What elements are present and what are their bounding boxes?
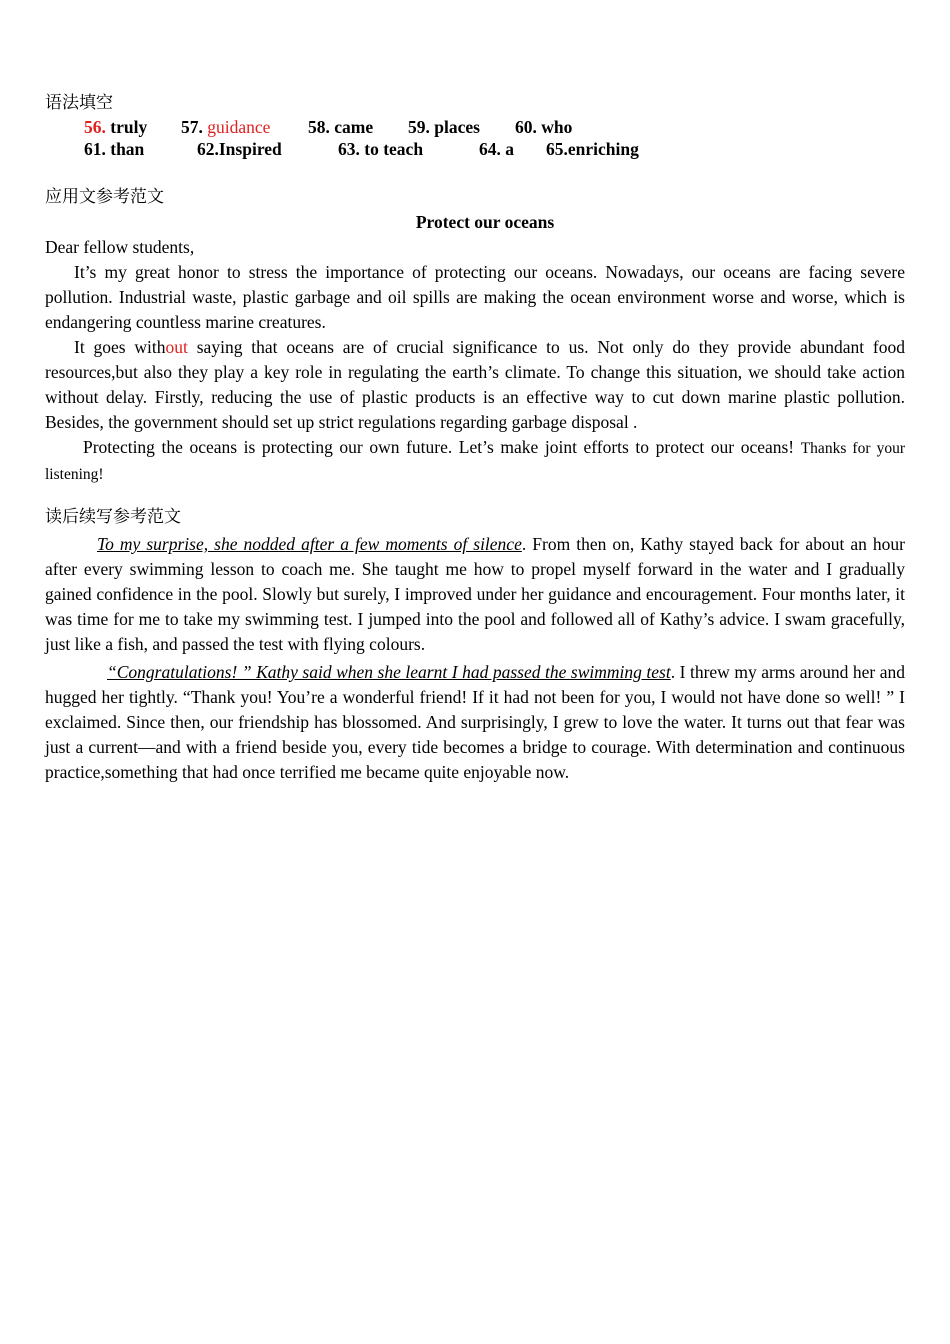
answer-word: truly	[110, 117, 148, 137]
paragraph-text: saying that oceans are of crucial significance to us. Not only do they provide abundant food resources,but also they play a key role in regulating the earth’s climate. To change this situation, we should take action without delay. Firstly, reducing the use of plastic products is an effective way to cut down marine plastic pollution. Besides, the government should set up strict regulations regarding garbage disposal .	[45, 337, 905, 432]
answer-56	[84, 116, 147, 138]
answer-59	[408, 116, 480, 138]
practical-heading: 应用文参考范文	[45, 187, 164, 207]
paragraph-text: . From then on, Kathy stayed back for about an hour after every swimming lesson to coach me. She taught me how to propel myself forward in the water and I gradually gained confidence in the pool. Slowly but surely, I improved under her guidance and encouragement. Four months later, it was time for me to take my swimming test. I jumped into the pool and followed all of Kathy’s advice. I swam gracefully, just like a fish, and passed the test with flying colours.	[45, 534, 905, 654]
answer-number: 56.	[84, 117, 106, 137]
practical-paragraph-2	[45, 335, 905, 435]
continuation-paragraph-2	[45, 660, 905, 785]
answer-number: 57.	[181, 117, 203, 137]
grammar-heading: 语法填空	[45, 93, 113, 113]
paragraph-text: Protecting the oceans is protecting our own future. Let’s make joint efforts to protect our oceans!	[83, 437, 801, 457]
answer-65: 65.enriching	[546, 139, 639, 159]
highlighted-correction: out	[165, 337, 188, 357]
salutation: Dear fellow students,	[45, 237, 195, 257]
given-opening-sentence: To my surprise, she nodded after a few moments of silence	[97, 534, 522, 554]
essay-title: Protect our oceans	[415, 212, 555, 232]
continuation-paragraph-1	[45, 532, 905, 657]
answer-62: 62.Inspired	[197, 139, 282, 159]
practical-paragraph-1: It’s my great honor to stress the importance of protecting our oceans. Nowadays, our oceans are facing severe pollution. Industrial waste, plastic garbage and oil spills are making the ocean environment worse and worse, which is endangering countless marine creatures.	[45, 262, 905, 332]
answer-58	[308, 116, 373, 138]
practical-paragraph-3	[45, 435, 905, 487]
answer-60	[515, 116, 572, 138]
answer-word: came	[334, 117, 374, 137]
answer-word: guidance	[207, 117, 271, 137]
answer-number: 58.	[308, 117, 330, 137]
given-opening-sentence: “Congratulations! ” Kathy said when she learnt I had passed the swimming test	[107, 662, 671, 682]
continuation-heading: 读后续写参考范文	[45, 507, 181, 527]
closing-text: Thanks for your listening!	[45, 440, 905, 483]
answer-number: 59.	[408, 117, 430, 137]
answer-63: 63. to teach	[338, 139, 424, 159]
paragraph-text: . I threw my arms around her and hugged her tightly. “Thank you! You’re a wonderful friend! If it had not been for you, I would not have done so well! ” I exclaimed. Since then, our friendship has blossomed. And surprisingly, I grew to love the water. It turns out that fear was just a current—and with a friend beside you, every tide becomes a bridge to courage. With determination and continuous practice,something that had once terrified me became quite enjoyable now.	[45, 662, 905, 782]
answer-word: who	[541, 117, 573, 137]
answer-word: places	[434, 117, 480, 137]
paragraph-text: It goes with	[74, 337, 166, 357]
answer-61: 61. than	[84, 139, 145, 159]
answer-number: 60.	[515, 117, 537, 137]
answer-57	[181, 116, 270, 138]
answer-64: 64. a	[479, 139, 514, 159]
